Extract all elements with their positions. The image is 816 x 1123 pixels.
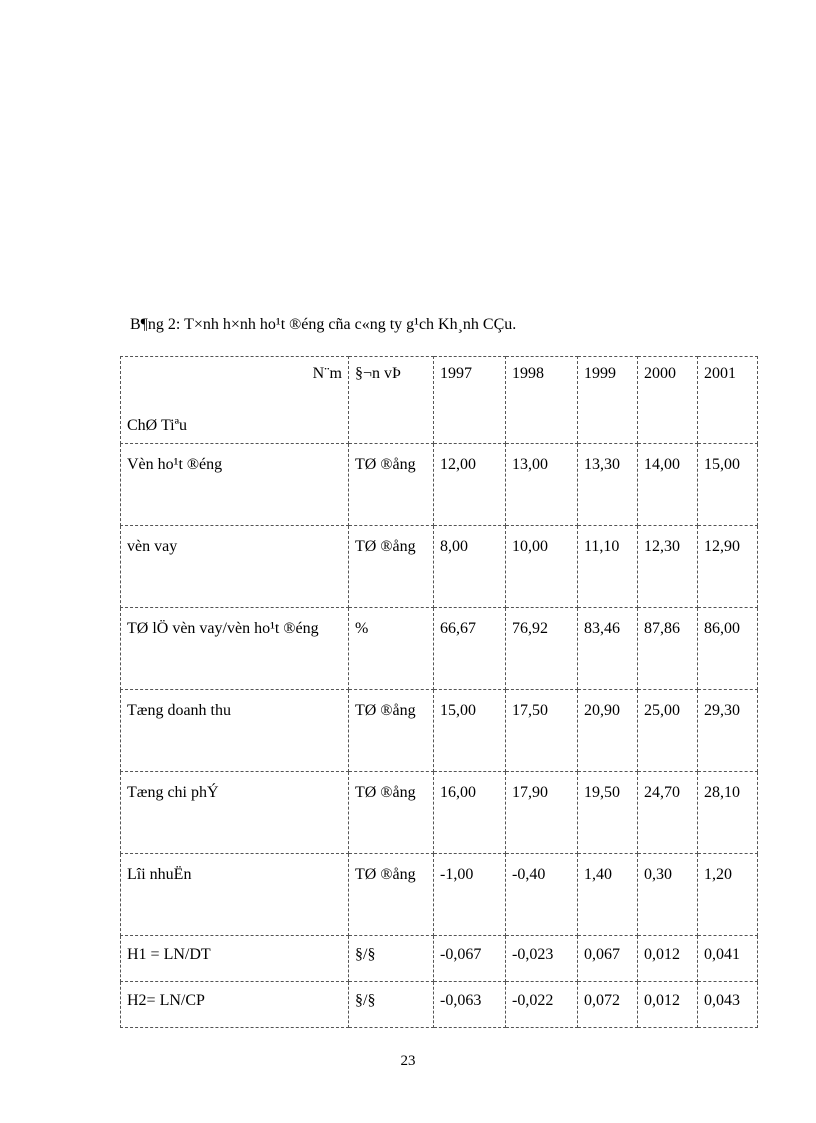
- table-row: [121, 982, 758, 1028]
- header-indicator-label: ChØ Tiªu: [127, 417, 188, 434]
- header-year: 2001: [698, 357, 758, 444]
- cell-value: 10,00: [506, 526, 578, 608]
- cell-value: 0,30: [638, 854, 698, 936]
- cell-value: 12,00: [434, 444, 506, 526]
- header-unit: §¬n vÞ: [349, 357, 434, 444]
- row-label: Lîi nhuËn: [121, 854, 349, 936]
- cell-value: 12,30: [638, 526, 698, 608]
- header-year: 1997: [434, 357, 506, 444]
- cell-value: 29,30: [698, 690, 758, 772]
- cell-value: 76,92: [506, 608, 578, 690]
- table-row: [121, 690, 758, 772]
- cell-value: 12,90: [698, 526, 758, 608]
- cell-value: 87,86: [638, 608, 698, 690]
- row-unit: TØ ®ång: [349, 854, 434, 936]
- cell-value: 0,067: [578, 936, 638, 982]
- cell-value: 20,90: [578, 690, 638, 772]
- cell-value: 86,00: [698, 608, 758, 690]
- cell-value: 0,072: [578, 982, 638, 1028]
- row-unit: §/§: [349, 936, 434, 982]
- cell-value: 28,10: [698, 772, 758, 854]
- row-label: H2= LN/CP: [121, 982, 349, 1028]
- cell-value: 24,70: [638, 772, 698, 854]
- cell-value: -0,022: [506, 982, 578, 1028]
- cell-value: -0,023: [506, 936, 578, 982]
- table-row: [121, 444, 758, 526]
- cell-value: -0,40: [506, 854, 578, 936]
- cell-value: 1,20: [698, 854, 758, 936]
- table-row: [121, 608, 758, 690]
- cell-value: 13,30: [578, 444, 638, 526]
- operations-table: [120, 356, 758, 1028]
- header-corner-cell: [121, 357, 349, 444]
- table-header-row: [121, 357, 758, 444]
- cell-value: 15,00: [434, 690, 506, 772]
- cell-value: 0,012: [638, 936, 698, 982]
- table-caption: B¶ng 2: T×nh h×nh ho¹t ®éng cña c«ng ty g¹ch Kh¸nh CÇu.: [130, 316, 517, 333]
- cell-value: 0,043: [698, 982, 758, 1028]
- header-year: 2000: [638, 357, 698, 444]
- table-row: [121, 936, 758, 982]
- cell-value: 17,50: [506, 690, 578, 772]
- row-label: Vèn ho¹t ®éng: [121, 444, 349, 526]
- row-label: TØ lÖ vèn vay/vèn ho¹t ®éng: [121, 608, 349, 690]
- cell-value: 83,46: [578, 608, 638, 690]
- row-unit: TØ ®ång: [349, 444, 434, 526]
- cell-value: 1,40: [578, 854, 638, 936]
- cell-value: -0,067: [434, 936, 506, 982]
- row-unit: TØ ®ång: [349, 772, 434, 854]
- cell-value: 66,67: [434, 608, 506, 690]
- cell-value: 16,00: [434, 772, 506, 854]
- row-label: Tæng chi phÝ: [121, 772, 349, 854]
- cell-value: 11,10: [578, 526, 638, 608]
- cell-value: 19,50: [578, 772, 638, 854]
- cell-value: -1,00: [434, 854, 506, 936]
- row-unit: TØ ®ång: [349, 690, 434, 772]
- header-year: 1999: [578, 357, 638, 444]
- row-unit: §/§: [349, 982, 434, 1028]
- header-year: 1998: [506, 357, 578, 444]
- cell-value: 15,00: [698, 444, 758, 526]
- cell-value: 0,041: [698, 936, 758, 982]
- cell-value: 13,00: [506, 444, 578, 526]
- table-row: [121, 854, 758, 936]
- row-unit: %: [349, 608, 434, 690]
- page-number: 23: [400, 1053, 416, 1069]
- row-unit: TØ ®ång: [349, 526, 434, 608]
- table-row: [121, 772, 758, 854]
- row-label: vèn vay: [121, 526, 349, 608]
- table-row: [121, 526, 758, 608]
- cell-value: -0,063: [434, 982, 506, 1028]
- header-year-label: N¨m: [312, 365, 342, 382]
- cell-value: 14,00: [638, 444, 698, 526]
- cell-value: 17,90: [506, 772, 578, 854]
- row-label: Tæng doanh thu: [121, 690, 349, 772]
- cell-value: 0,012: [638, 982, 698, 1028]
- cell-value: 25,00: [638, 690, 698, 772]
- cell-value: 8,00: [434, 526, 506, 608]
- row-label: H1 = LN/DT: [121, 936, 349, 982]
